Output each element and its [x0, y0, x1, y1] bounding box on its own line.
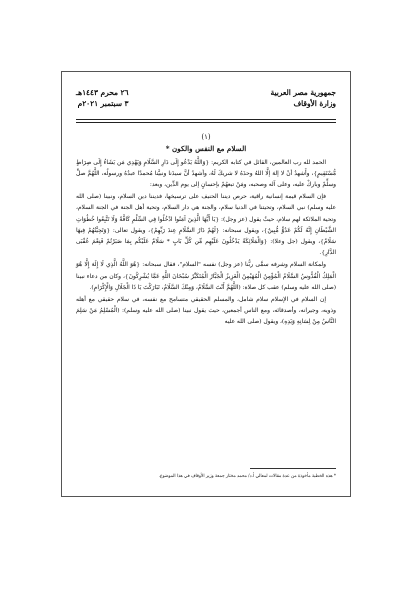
letterhead-issuer: [271, 87, 336, 109]
paragraph: ولمكانة السلام وشرفه سمَّى ربُّنا (عز وجل) نفسه "السلام"، فقال سبحانه: {هُوَ اللَّهُ الَّذِي لَا إِلَهَ إِلَّا هُوَ الْمَلِكُ الْقُدُّوسُ السَّلَامُ الْمُؤْمِنُ الْمُهَيْمِنُ الْعَزِيزُ الْجَبَّارُ الْمُتَكَبِّرُ سُبْحَانَ اللَّهِ عَمَّا يُشْرِكُونَ}، وكان من دعاء نبينا (صلى الله عليه وسلم) عقب كل صلاة: (اللَّهُمَّ أَنْتَ السَّلَامُ، وَمِنْكَ السَّلَامُ، تَبَارَكْتَ يَا ذَا الْجَلَالِ وَالْإِكْرَامِ).: [76, 262, 336, 291]
footnote: * هذه الخطبة مأخوذة من عدة مقالات لمعالي أ.د/ محمد مختار جمعة وزير الأوقاف في هذا الموضوع.: [158, 474, 336, 479]
sermon-title: السلام مع النفس والكون *: [165, 143, 247, 153]
footnote-divider: [250, 468, 336, 469]
paragraph: إن السلام في الإسلام سلام شامل، والمسلم الحقيقي متسامح مع نفسه، في سلام حقيقي مع أهله وذويه، وجيرانه، وأصدقائه، ومع الناس أجمعين، حيث يقول نبينا (صلى الله عليه وسلم): (الْمُسْلِمُ مَنْ سَلِمَ النَّاسُ مِنْ لِسَانِهِ وَيَدِهِ)، ويقول (صلى الله عليه: [76, 296, 336, 326]
header-divider-thin: [76, 122, 336, 123]
country-name: جمهورية مصر العربية: [270, 88, 336, 97]
hijri-date: ٢٦ محرم ١٤٤٣هـ: [76, 88, 129, 97]
letterhead-date: [76, 87, 128, 109]
sermon-body: [76, 158, 336, 329]
paragraph: الحمد لله رب العالمين، القائل في كتابه الكريم: {وَاللَّهُ يَدْعُو إِلَى دَارِ السَّلَامِ وَيَهْدِي مَن يَشَاءُ إِلَى صِرَاطٍ مُّسْتَقِيمٍ}، وأَشهدُ أنْ لا إلهَ إلَّا اللهُ وحدَهُ لا شريكَ لَهُ، وأشهدُ أنَّ سيدَنا ونبيَّنا مُحمدًا عبدُهُ ورسولُه، اللَّهُمَّ صلِّ وسلِّمْ وباركْ عليه، وعلى آله وصحبه، ومَنْ تبعهُمْ بإحسانٍ إلى يوم الدِّين، وبعد:: [76, 159, 336, 188]
paragraph: فإن السلام قيمة إنسانية راقية، حرص ديننا الحنيف على ترسيخها، فديننا دين السلام، ونبينا (صلى الله عليه وسلم) نبي السلام، وتحيتنا في الدنيا سلام، والجنة هي دار السلام، وتحية أهل الجنة في الجنة السلام، وتحية الملائكة لهم سلام، حيثُ يقول (عز وجل): {يَا أَيُّهَا الَّذِينَ آمَنُوا ادْخُلُوا فِي السِّلْمِ كَافَّةً وَلَا تَتَّبِعُوا خُطُوَاتِ الشَّيْطَانِ إِنَّهُ لَكُمْ عَدُوٌّ مُّبِينٌ}، ويقول سبحانه: {لَهُمْ دَارُ السَّلَامِ عِندَ رَبِّهِمْ}، ويقول تعالى: {وَتَحِيَّتُهُمْ فِيهَا سَلَامٌ}، ويقول (جل وعلا): {وَالْمَلَائِكَةُ يَدْخُلُونَ عَلَيْهِم مِّن كُلِّ بَابٍ * سَلَامٌ عَلَيْكُم بِمَا صَبَرْتُمْ فَنِعْمَ عُقْبَى الدَّارِ}.: [76, 194, 336, 257]
letterhead: [76, 87, 336, 109]
gregorian-date: ٣ سبتمبر ٢٠٢١م: [77, 99, 129, 108]
document-page: [61, 71, 351, 497]
ministry-name: وزارة الأوقاف: [293, 99, 336, 108]
sermon-number: (١): [201, 132, 211, 141]
header-divider: [76, 119, 336, 120]
